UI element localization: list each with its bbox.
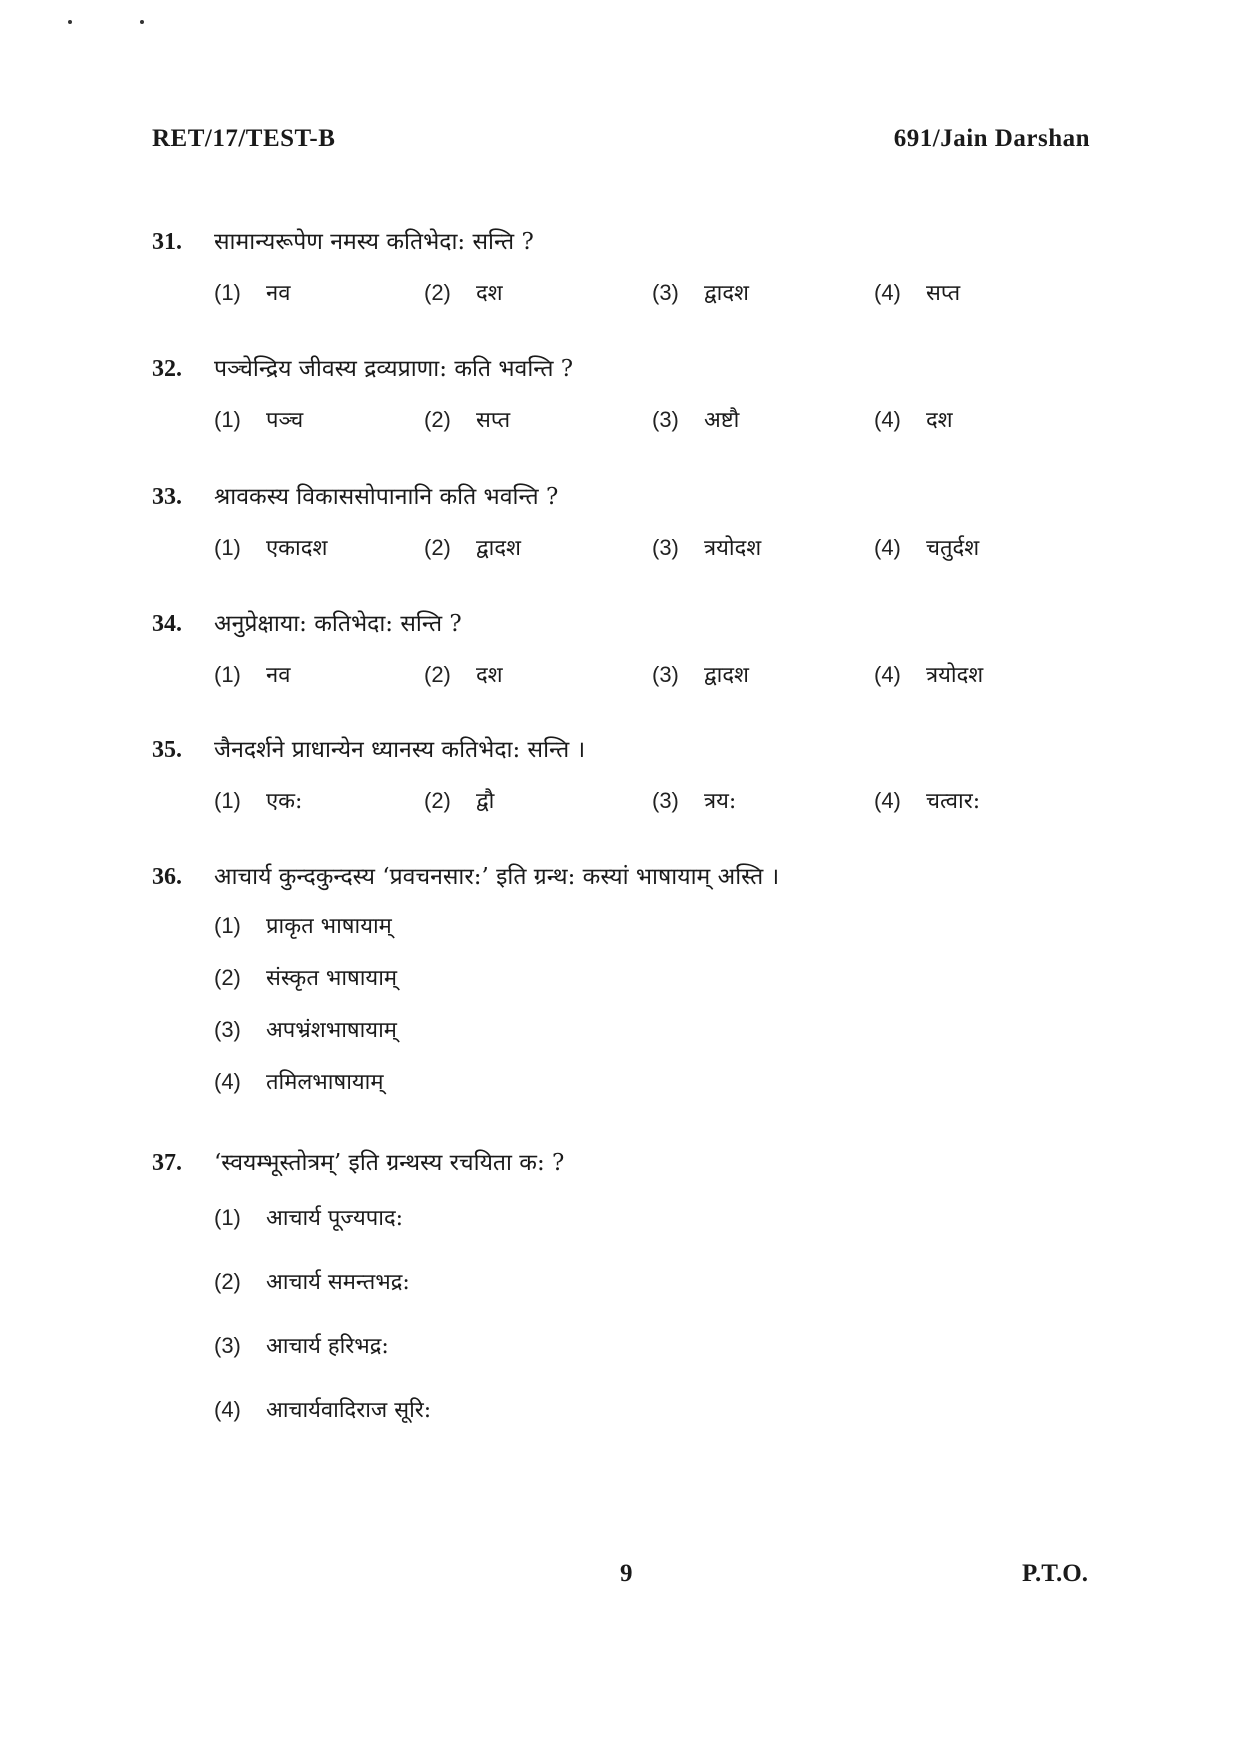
option-4: (4) तमिलभाषायाम् bbox=[214, 1069, 384, 1095]
option-2: (2) सप्त bbox=[424, 407, 511, 433]
question-34 bbox=[152, 607, 1092, 692]
options bbox=[214, 785, 1092, 818]
scan-speck bbox=[140, 20, 144, 24]
option-2: (2) आचार्य समन्तभद्र: bbox=[214, 1269, 410, 1295]
question-number: 32. bbox=[152, 356, 182, 382]
option-4: (4) चत्वार: bbox=[874, 788, 981, 814]
question-text: अनुप्रेक्षाया: कतिभेदा: सन्ति ? bbox=[214, 611, 462, 637]
question-text: ‘स्वयम्भूस्तोत्रम्’ इति ग्रन्थस्य रचयिता क: ? bbox=[214, 1150, 565, 1176]
options bbox=[214, 277, 1092, 310]
pto-label: P.T.O. bbox=[1022, 1560, 1088, 1587]
option-1: (1) नव bbox=[214, 662, 291, 688]
option-2: (2) द्वौ bbox=[424, 788, 495, 814]
question-number: 36. bbox=[152, 864, 182, 890]
option-3: (3) अष्टौ bbox=[652, 407, 740, 433]
options bbox=[214, 910, 1092, 1118]
question-35 bbox=[152, 733, 1092, 818]
option-1: (1) एकादश bbox=[214, 535, 328, 561]
option-4: (4) दश bbox=[874, 407, 953, 433]
subject-code: 691/Jain Darshan bbox=[893, 125, 1090, 152]
option-4: (4) सप्त bbox=[874, 280, 961, 306]
options bbox=[214, 1202, 1092, 1458]
option-1: (1) पञ्च bbox=[214, 407, 304, 433]
option-3: (3) द्वादश bbox=[652, 280, 749, 306]
question-text: सामान्यरूपेण नमस्य कतिभेदा: सन्ति ? bbox=[214, 229, 534, 255]
paper-code: RET/17/TEST-B bbox=[152, 125, 336, 152]
option-1: (1) प्राकृत भाषायाम् bbox=[214, 913, 392, 939]
question-number: 37. bbox=[152, 1150, 182, 1176]
question-text: पञ्चेन्द्रिय जीवस्य द्रव्यप्राणा: कति भवन्ति ? bbox=[214, 356, 574, 382]
question-32 bbox=[152, 352, 1092, 437]
question-31 bbox=[152, 225, 1092, 310]
options bbox=[214, 659, 1092, 692]
question-number: 33. bbox=[152, 484, 182, 510]
option-4: (4) त्रयोदश bbox=[874, 662, 984, 688]
question-number: 35. bbox=[152, 737, 182, 763]
option-2: (2) द्वादश bbox=[424, 535, 521, 561]
option-3: (3) त्रय: bbox=[652, 788, 737, 814]
question-text: जैनदर्शने प्राधान्येन ध्यानस्य कतिभेदा: सन्ति । bbox=[214, 737, 586, 763]
scan-speck bbox=[68, 20, 72, 24]
question-number: 34. bbox=[152, 611, 182, 637]
option-2: (2) संस्कृत भाषायाम् bbox=[214, 965, 398, 991]
options bbox=[214, 532, 1092, 565]
option-3: (3) त्रयोदश bbox=[652, 535, 762, 561]
option-1: (1) नव bbox=[214, 280, 291, 306]
question-33 bbox=[152, 480, 1092, 565]
page-number: 9 bbox=[620, 1560, 633, 1587]
option-3: (3) द्वादश bbox=[652, 662, 749, 688]
option-4: (4) चतुर्दश bbox=[874, 535, 980, 561]
question-number: 31. bbox=[152, 229, 182, 255]
option-3: (3) आचार्य हरिभद्र: bbox=[214, 1333, 389, 1359]
option-2: (2) दश bbox=[424, 280, 503, 306]
option-2: (2) दश bbox=[424, 662, 503, 688]
question-37 bbox=[152, 1146, 1092, 1458]
question-text: आचार्य कुन्दकुन्दस्य ‘प्रवचनसार:’ इति ग्रन्थ: कस्यां भाषायाम् अस्ति । bbox=[214, 864, 780, 890]
option-1: (1) आचार्य पूज्यपाद: bbox=[214, 1205, 404, 1231]
question-text: श्रावकस्य विकाससोपानानि कति भवन्ति ? bbox=[214, 484, 559, 510]
question-36 bbox=[152, 860, 1092, 1118]
options bbox=[214, 404, 1092, 437]
option-4: (4) आचार्यवादिराज सूरि: bbox=[214, 1397, 432, 1423]
option-3: (3) अपभ्रंशभाषायाम् bbox=[214, 1017, 397, 1043]
option-1: (1) एक: bbox=[214, 788, 303, 814]
